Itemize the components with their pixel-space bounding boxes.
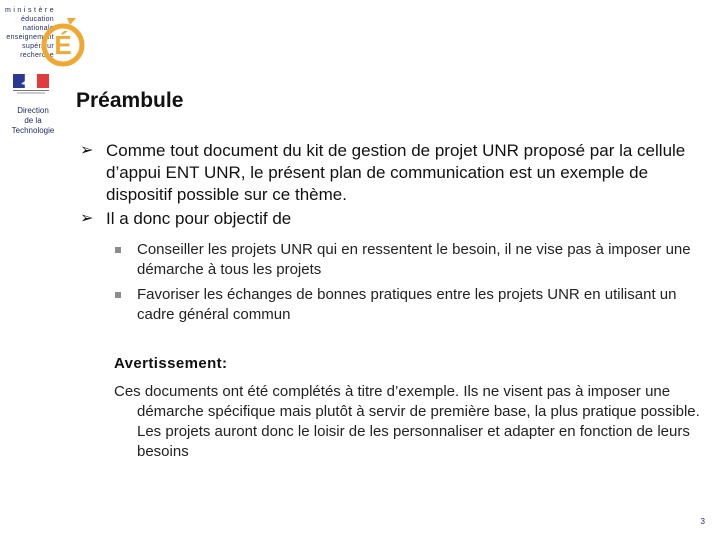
ministry-line-2: éducation: [20, 16, 54, 23]
sub-bullet: [114, 285, 694, 325]
square-bullet-icon: [115, 292, 121, 298]
main-bullet-text: Il a donc pour objectif de: [106, 209, 292, 228]
warning-heading: Avertissement:: [114, 355, 228, 372]
flag-caption-lines: [13, 90, 49, 94]
main-bullet-list: [80, 140, 700, 232]
ministry-line-6: recherche: [20, 52, 54, 59]
ministry-line-5: supérieur: [22, 43, 54, 50]
ministry-line-3: nationale: [22, 25, 54, 32]
ministry-line-4: enseignement: [6, 34, 54, 41]
direction-line-2: de la: [24, 116, 42, 125]
sub-bullet-text: Conseiller les projets UNR qui en ressentent le besoin, il ne vise pas à imposer une démarche à tous les projets: [137, 241, 691, 278]
arrow-bullet-icon: ➢: [80, 210, 94, 227]
sidebar: [0, 0, 72, 540]
page-number: 3: [700, 517, 705, 526]
republic-flag-logo: [13, 74, 49, 88]
main-bullet-text: Comme tout document du kit de gestion de projet UNR proposé par la cellule d’appui ENT UNR, le présent plan de communication est un exemple de dispositif possible sur ce thème.: [106, 141, 686, 204]
page-title: Préambule: [76, 89, 184, 112]
main-bullet: [80, 140, 700, 206]
direction-line-1: Direction: [17, 106, 49, 115]
ministry-line-1: m i n i s t è r e: [4, 7, 54, 14]
sub-bullet-text: Favoriser les échanges de bonnes pratiques entre les projets UNR en utilisant un cadre général commun: [137, 286, 677, 323]
sub-bullet: [114, 240, 694, 280]
sub-bullet-list: [114, 240, 694, 330]
ministry-e-logo: [40, 16, 86, 68]
direction-line-3: Technologie: [11, 126, 55, 135]
arrow-bullet-icon: ➢: [80, 142, 94, 159]
warning-block: [114, 354, 704, 462]
warning-text: Ces documents ont été complétés à titre d’exemple. Ils ne visent pas à imposer une démarche spécifique mais plutôt à servir de première base, la plus pratique possible. Les projets auront donc le loisir de les personnaliser et adapter en fonction de leurs besoins: [114, 383, 700, 460]
main-bullet: [80, 208, 700, 230]
direction-label: [3, 106, 63, 136]
logo-letter: É: [54, 30, 72, 60]
square-bullet-icon: [115, 247, 121, 253]
